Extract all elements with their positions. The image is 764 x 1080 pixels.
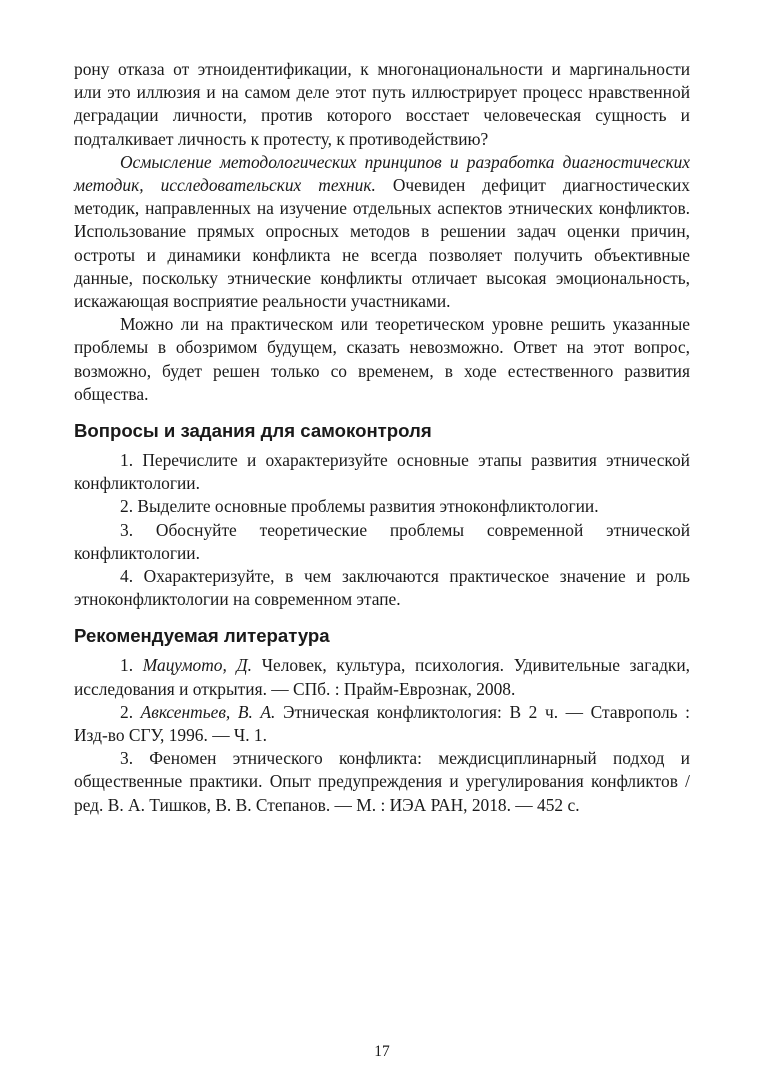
question-item: 2. Выделите основные проблемы развития этноконфликтологии. — [120, 496, 599, 517]
paragraph-methodology — [74, 151, 690, 313]
literature-item: 3. Феномен этнического конфликта: междисциплинарный подход и общественные практики. Опыт предупреждения и урегулирования конфликтов / ред. В. А. Тишков, В. В. Степанов. — М. : ИЭА РАН, 2018. — 452 с. — [74, 748, 690, 815]
literature-item — [74, 654, 690, 700]
paragraph-conclusion: Можно ли на практическом или теоретическом уровне решить указанные проблемы в обозримом будущем, сказать невозможно. Ответ на этот вопрос, возможно, будет решен только со временем, в ходе естественного развития общества. — [74, 314, 690, 404]
page-body — [74, 58, 690, 817]
literature-author: Авксентьев, В. А. — [140, 701, 276, 722]
question-item: 1. Перечислите и охарактеризуйте основные этапы развития этнической конфликтологии. — [74, 450, 690, 494]
question-item: 4. Охарактеризуйте, в чем заключаются практическое значение и роль этноконфликтологии на современном этапе. — [74, 566, 690, 610]
literature-item — [74, 701, 690, 747]
section-heading-questions: Вопросы и задания для самоконтроля — [74, 420, 432, 442]
paragraph-body: Очевиден дефицит диагностических методик, направленных на изучение отдельных аспектов этнических конфликтов. Использование прямых опросных методов в решении задач оценки причин, остроты и динамики конфликта не всегда позволяет получить объективные данные, поскольку этнические конфликты отличает высокая эмоциональность, искажающая восприятие реальности участниками. — [74, 175, 690, 312]
section-heading-literature: Рекомендуемая литература — [74, 625, 330, 647]
paragraph-lead-italic: Осмысление методологических принципов и разработка диагностических методик, исследовательских техник. — [74, 151, 690, 196]
paragraph-continuation: рону отказа от этноидентификации, к многонациональности и маргинальности или это иллюзия и на самом деле этот путь иллюстрирует процесс нравственной деградации личности, против которого восстает человеческая сущность и подталкивает личность к протесту, к противодействию? — [74, 59, 690, 149]
literature-text: Этническая конфликтология: В 2 ч. — Ставрополь : Изд-во СГУ, 1996. — Ч. 1. — [74, 701, 690, 746]
question-item: 3. Обоснуйте теоретические проблемы современной этнической конфликтологии. — [74, 519, 690, 563]
literature-text: Человек, культура, психология. Удивительные загадки, исследования и открытия. — СПб. : Прайм-Еврознак, 2008. — [74, 655, 691, 699]
literature-number: 1. — [120, 655, 143, 676]
page-number: 17 — [374, 1043, 390, 1060]
literature-number: 2. — [120, 701, 141, 722]
literature-author: Мацумото, Д. — [142, 655, 252, 676]
